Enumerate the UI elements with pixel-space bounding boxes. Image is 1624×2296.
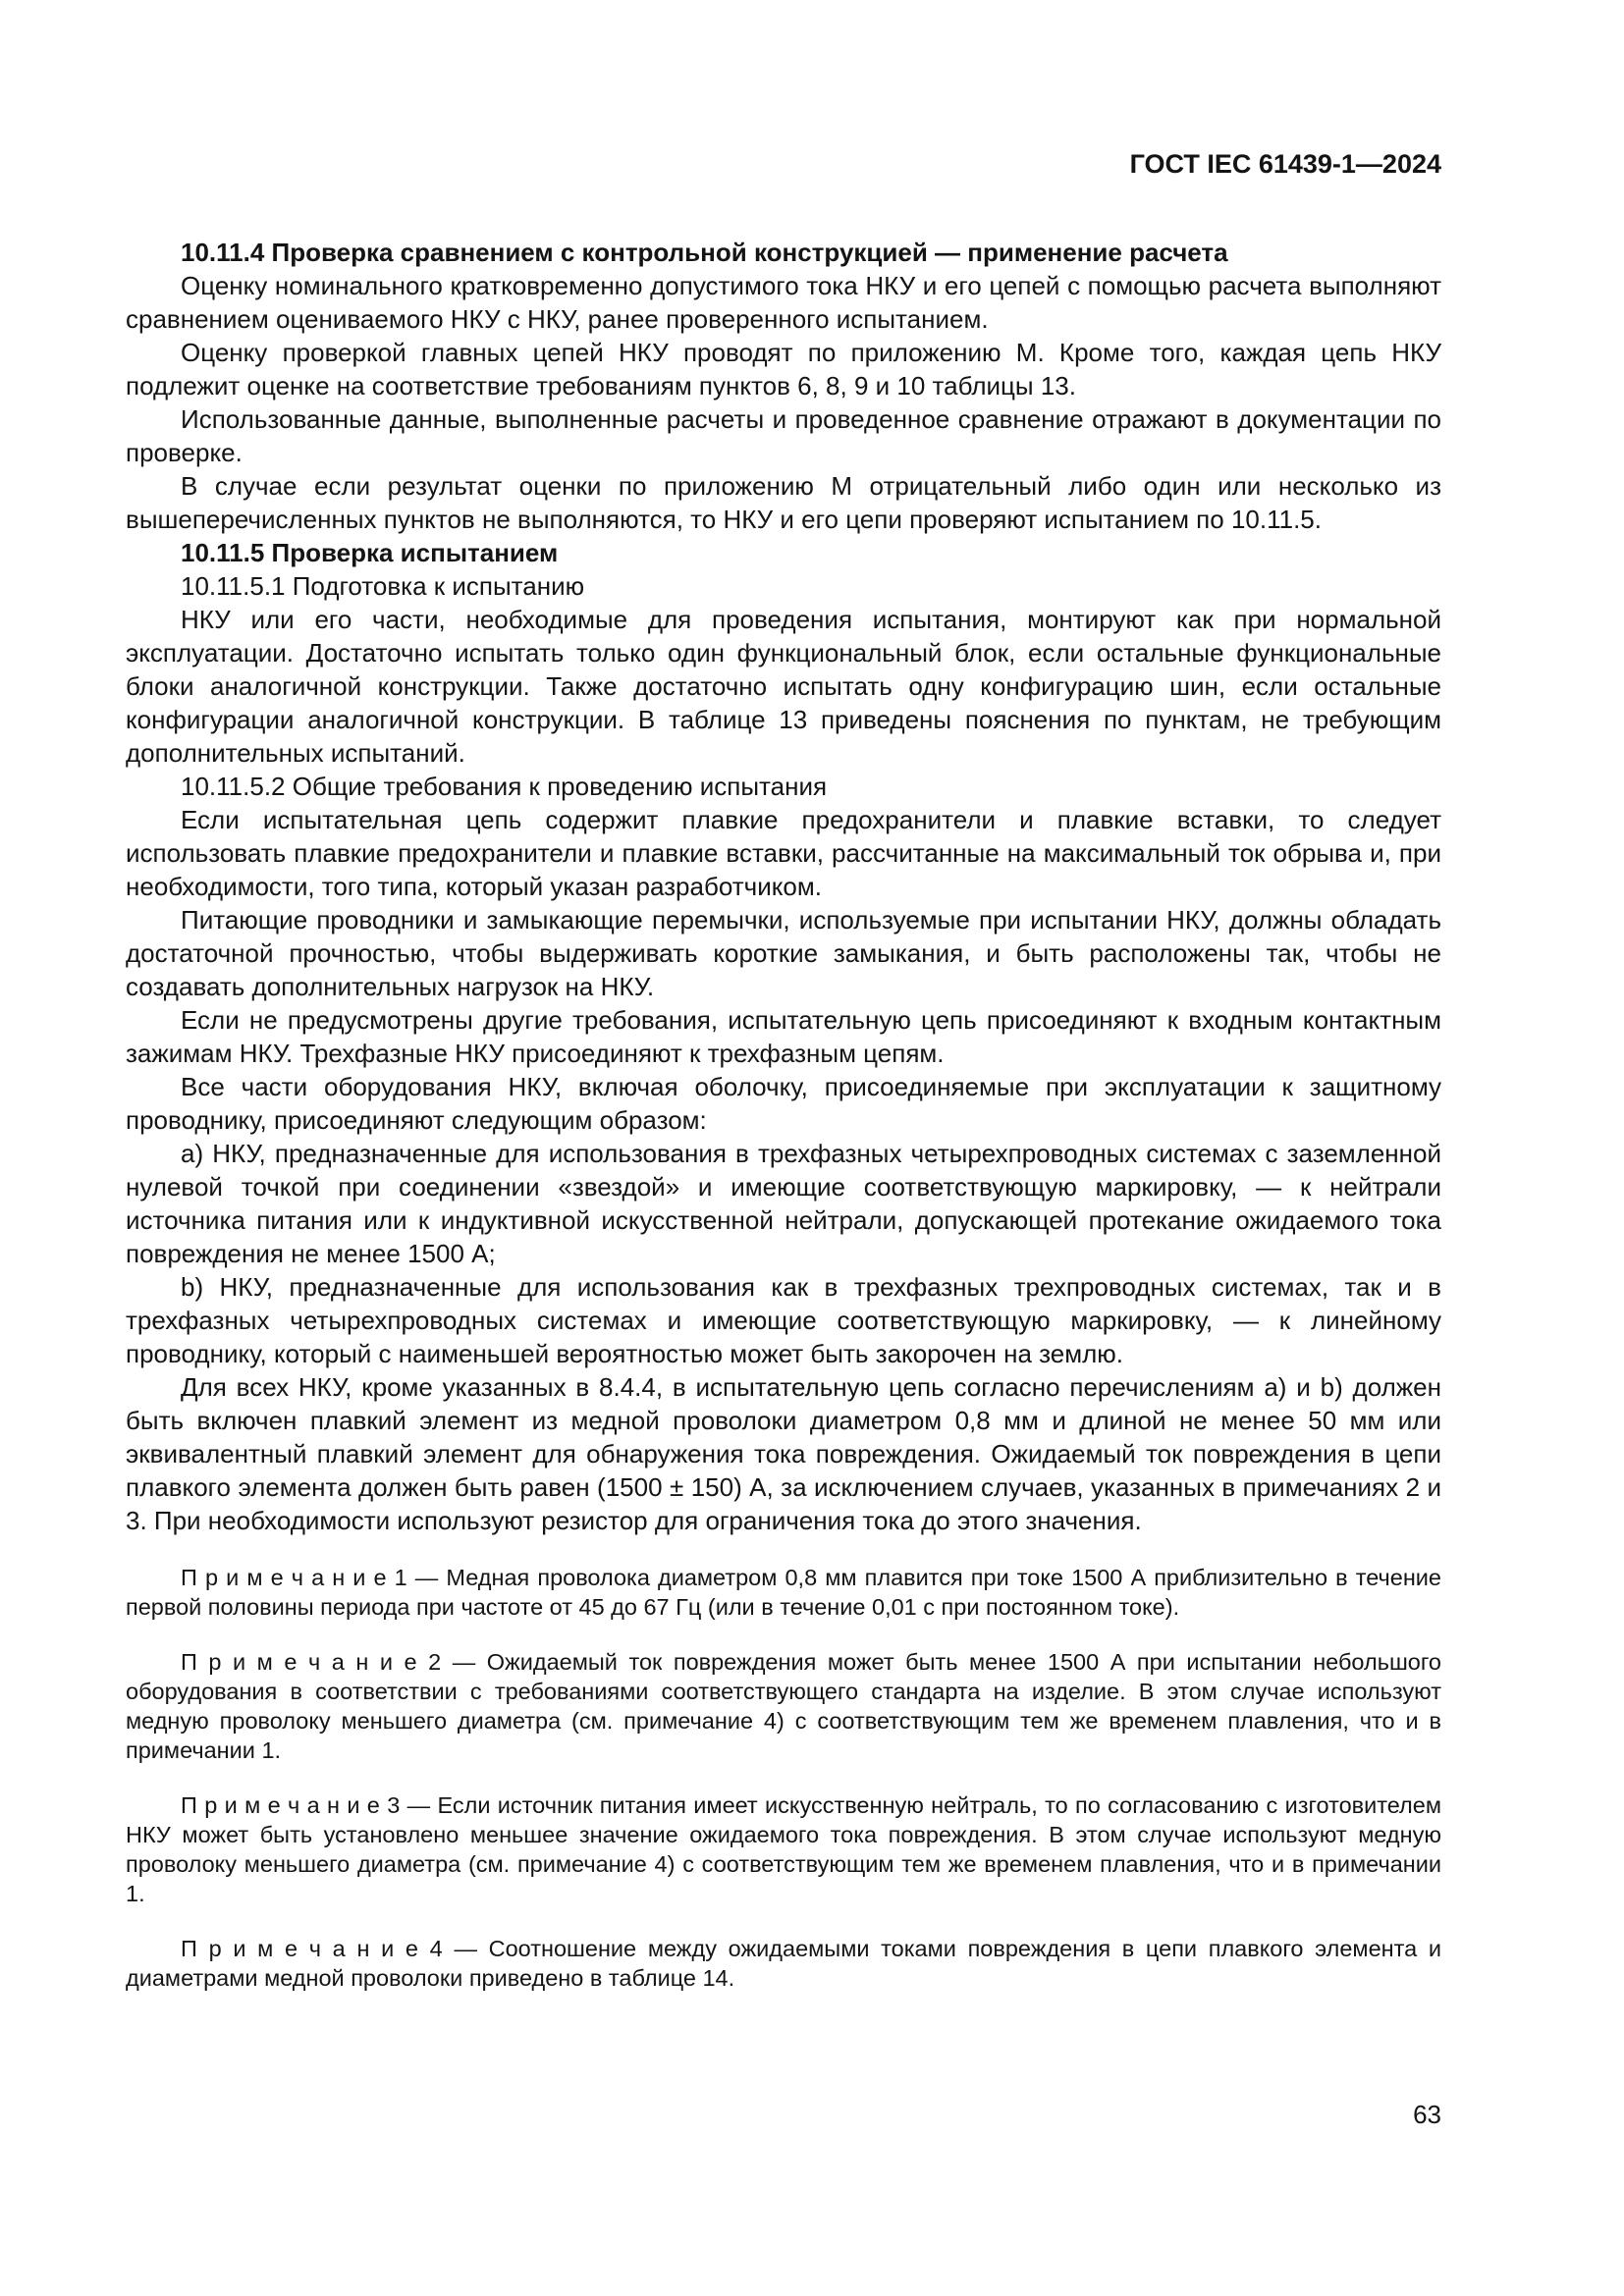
section-heading: 10.11.4 Проверка сравнением с контрольной конструкцией — применение расчета — [181, 238, 1228, 267]
paragraph: Питающие проводники и замыкающие перемычки, используемые при испытании НКУ, должны обладать достаточной прочностью, чтобы выдерживать короткие замыкания, и быть расположены так, чтобы не создавать дополнительных нагрузок на НКУ. — [126, 905, 1441, 1001]
section-heading: 10.11.5 Проверка испытанием — [181, 538, 559, 567]
paragraph: Все части оборудования НКУ, включая оболочку, присоединяемые при эксплуатации к защитному проводнику, присоединяют следующим образом: — [126, 1072, 1441, 1135]
document-body — [126, 236, 1441, 1993]
note-paragraph: П р и м е ч а н и е 2 — Ожидаемый ток повреждения может быть менее 1500 А при испытании небольшого оборудования в соответствии с требованиями соответствующего стандарта на изделие. В этом случае используют медную проволоку меньшего диаметра (см. примечание 4) с соответствующим тем же временем плавления, что и в примечании 1. — [126, 1649, 1441, 1763]
note-paragraph: П р и м е ч а н и е 3 — Если источник питания имеет искусственную нейтраль, то по согласованию с изготовителем НКУ может быть установлено меньшее значение ожидаемого тока повреждения. В этом случае используют медную проволоку меньшего диаметра (см. примечание 4) с соответствующим тем же временем плавления, что и в примечании 1. — [126, 1792, 1441, 1906]
paragraph: В случае если результат оценки по приложению М отрицательный либо один или несколько из вышеперечисленных пунктов не выполняются, то НКУ и его цепи проверяют испытанием по 10.11.5. — [126, 471, 1441, 534]
paragraph: b) НКУ, предназначенные для использования как в трехфазных трехпроводных системах, так и в трехфазных четырехпроводных системах и имеющие соответствующую маркировку, — к линейному проводнику, который с наименьшей вероятностью может быть закорочен на землю. — [126, 1272, 1441, 1368]
paragraph: Использованные данные, выполненные расчеты и проведенное сравнение отражают в документации по проверке. — [126, 404, 1441, 467]
subsection-heading: 10.11.5.1 Подготовка к испытанию — [181, 571, 585, 601]
paragraph: Оценку номинального кратковременно допустимого тока НКУ и его цепей с помощью расчета выполняют сравнением оцениваемого НКУ с НКУ, ранее проверенного испытанием. — [126, 271, 1441, 334]
paragraph: a) НКУ, предназначенные для использования в трехфазных четырехпроводных системах с заземленной нулевой точкой при соединении «звездой» и имеющие соответствующую маркировку, — к нейтрали источника питания или к индуктивной искусственной нейтрали, допускающей протекание ожидаемого тока повреждения не менее 1500 А; — [126, 1139, 1441, 1268]
subsection-heading: 10.11.5.2 Общие требования к проведению испытания — [181, 772, 828, 801]
page-number: 63 — [1413, 2100, 1441, 2129]
note-paragraph: П р и м е ч а н и е 4 — Соотношение между ожидаемыми токами повреждения в цепи плавкого элемента и диаметрами медной проволоки приведено в таблице 14. — [126, 1936, 1441, 1991]
note-paragraph: П р и м е ч а н и е 1 — Медная проволока диаметром 0,8 мм плавится при токе 1500 А приблизительно в течение первой половины периода при частоте от 45 до 67 Гц (или в течение 0,01 с при постоянном токе). — [126, 1565, 1441, 1620]
paragraph: Если не предусмотрены другие требования, испытательную цепь присоединяют к входным контактным зажимам НКУ. Трехфазные НКУ присоединяют к трехфазным цепям. — [126, 1005, 1441, 1068]
paragraph: НКУ или его части, необходимые для проведения испытания, монтируют как при нормальной эксплуатации. Достаточно испытать только один функциональный блок, если остальные функциональные блоки аналогичной конструкции. Также достаточно испытать одну конфигурацию шин, если остальные конфигурации аналогичной конструкции. В таблице 13 приведены пояснения по пунктам, не требующим дополнительных испытаний. — [126, 605, 1441, 768]
paragraph: Для всех НКУ, кроме указанных в 8.4.4, в испытательную цепь согласно перечислениям a) и b) должен быть включен плавкий элемент из медной проволоки диаметром 0,8 мм и длиной не менее 50 мм или эквивалентный плавкий элемент для обнаружения тока повреждения. Ожидаемый ток повреждения в цепи плавкого элемента должен быть равен (1500 ± 150) А, за исключением случаев, указанных в примечаниях 2 и 3. При необходимости используют резистор для ограничения тока до этого значения. — [126, 1372, 1441, 1535]
paragraph: Оценку проверкой главных цепей НКУ проводят по приложению М. Кроме того, каждая цепь НКУ подлежит оценке на соответствие требованиям пунктов 6, 8, 9 и 10 таблицы 13. — [126, 338, 1441, 400]
document-code-header: ГОСТ IEC 61439-1—2024 — [1129, 149, 1441, 179]
paragraph: Если испытательная цепь содержит плавкие предохранители и плавкие вставки, то следует использовать плавкие предохранители и плавкие вставки, рассчитанные на максимальный ток обрыва и, при необходимости, того типа, который указан разработчиком. — [126, 805, 1441, 901]
